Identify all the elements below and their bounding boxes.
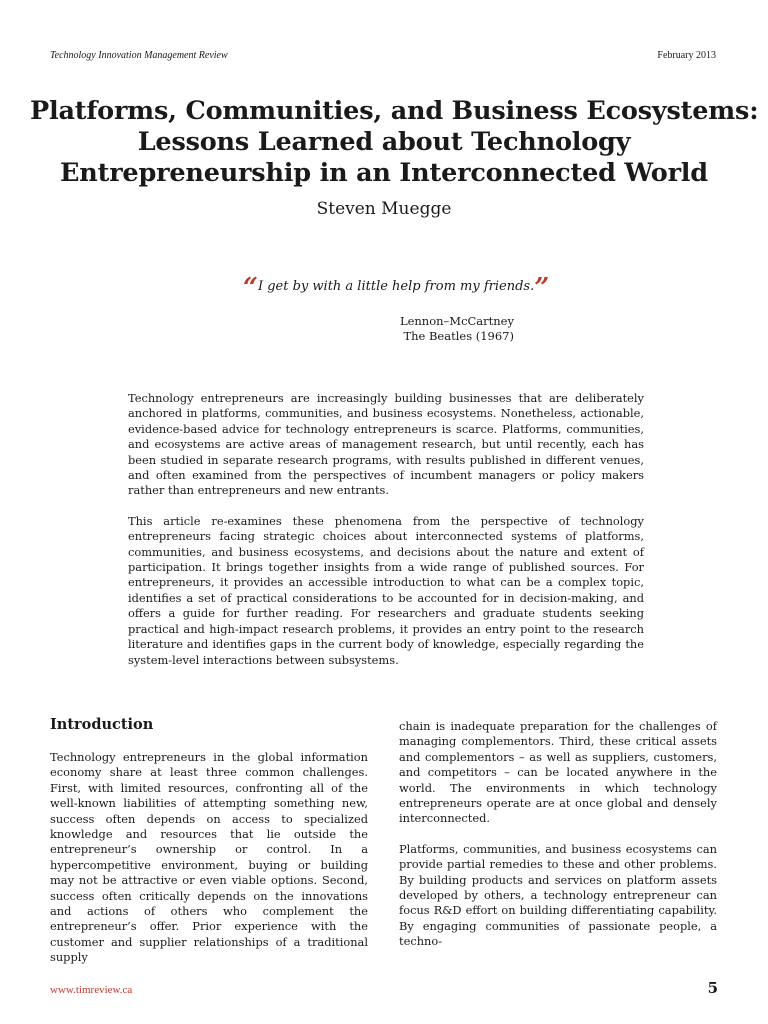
abstract bbox=[128, 391, 644, 683]
page-number: 5 bbox=[707, 979, 718, 997]
body-paragraph: chain is inadequate preparation for the challenges of managing complementors. Third, these critical assets and complementors – as well as suppliers, customers, and competitors – can be located anywhere in the world. The environments in which technology entrepreneurs operate are at once global and densely interconnected. bbox=[399, 719, 717, 826]
issue-date: February 2013 bbox=[657, 50, 716, 61]
footer-url-link[interactable]: www.timreview.ca bbox=[50, 984, 133, 996]
body-column-right bbox=[399, 719, 717, 965]
running-head bbox=[50, 50, 716, 61]
epigraph-quote bbox=[243, 273, 549, 303]
page-footer bbox=[50, 979, 718, 997]
body-paragraph: Technology entrepreneurs in the global information economy share at least three common challenges. First, with limited resources, confronting all of the well-known liabilities of attempting something new, success often depends on access to specialized knowledge and resources that lie outside the entrepreneur’s ownership or control. In a hypercompetitive environment, buying or building may not be attractive or even viable options. Second, success often critically depends on the innovations and actions of others who complement the entrepreneur’s offer. Prior experience with the customer and supplier relationships of a traditional supply bbox=[50, 750, 368, 965]
section-heading: Introduction bbox=[50, 716, 154, 733]
title-line-3: Entrepreneurship in an Interconnected World bbox=[60, 158, 708, 188]
body-paragraph: Platforms, communities, and business ecosystems can provide partial remedies to these and other problems. By building products and services on platform assets developed by others, a technology entrepreneur can focus R&D effort on building differentiating capability. By engaging communities of passionate people, a techno- bbox=[399, 841, 717, 949]
attribution-authors: Lennon–McCartney bbox=[399, 314, 514, 328]
abstract-paragraph-1: Technology entrepreneurs are increasingly building businesses that are deliberately anchored in platforms, communities, and business ecosystems. Nonetheless, actionable, evidence-based advice for technology entrepreneurs is scarce. Platforms, communities, and ecosystems are active areas of management research, but until recently, each has been studied in separate research programs, with results published in different venues, and often examined from the perspectives of incumbent managers or policy makers rather than entrepreneurs and new entrants. bbox=[128, 391, 644, 498]
quote-text: I get by with a little help from my friends. bbox=[257, 279, 535, 294]
author-name: Steven Muegge bbox=[316, 199, 452, 219]
article-title bbox=[30, 96, 759, 189]
epigraph-attribution bbox=[400, 314, 514, 344]
attribution-source: The Beatles (1967) bbox=[403, 329, 514, 343]
abstract-paragraph-2: This article re-examines these phenomena from the perspective of technology entrepreneurs facing strategic choices about interconnected systems of platforms, communities, and business ecosystems, and decisions about the nature and extent of participation. It brings together insights from a wide range of published sources. For entrepreneurs, it provides an accessible introduction to what can be a complex topic, identifies a set of practical considerations to be accounted for in decision-making, and offers a guide for further reading. For researchers and graduate students seeking practical and high-impact research problems, it provides an entry point to the research literature and identifies gaps in the current body of knowledge, especially regarding the system-level interactions between subsystems. bbox=[128, 513, 644, 667]
title-line-1: Platforms, Communities, and Business Ecosystems: bbox=[30, 96, 759, 126]
close-quote-mark: ” bbox=[534, 273, 550, 303]
open-quote-mark: “ bbox=[243, 273, 258, 303]
title-line-2: Lessons Learned about Technology bbox=[137, 127, 631, 157]
journal-name: Technology Innovation Management Review bbox=[50, 50, 228, 61]
body-column-left bbox=[50, 716, 368, 981]
